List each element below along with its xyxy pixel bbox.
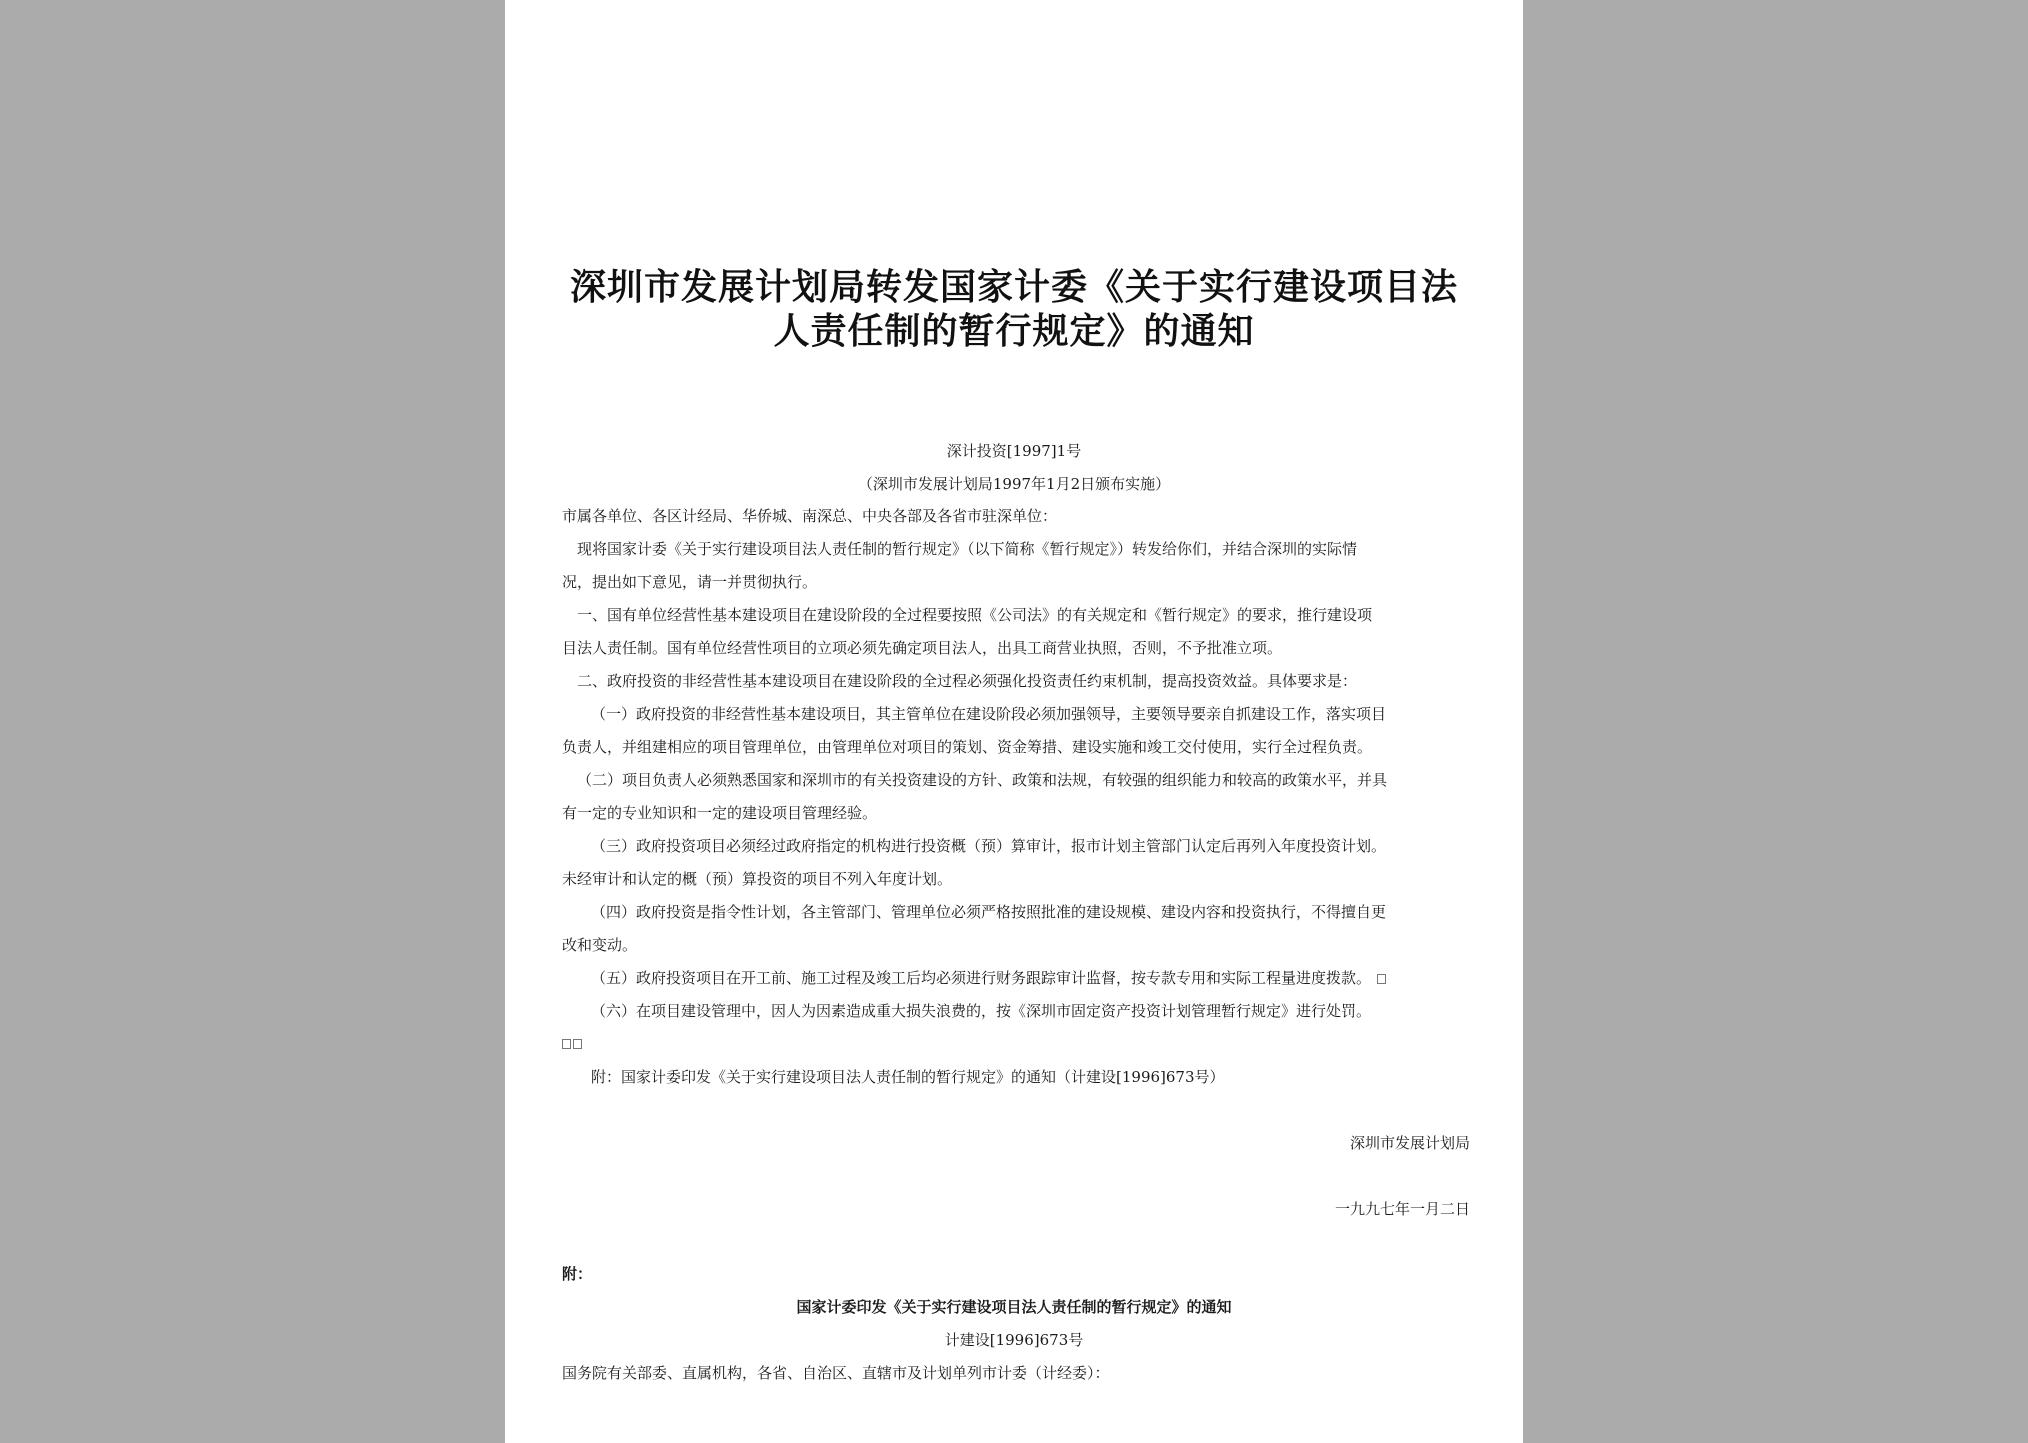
body-line: 一、国有单位经营性基本建设项目在建设阶段的全过程要按照《公司法》的有关规定和《暂行规定》的要求，推行建设项 xyxy=(577,606,1373,624)
addressee: 市属各单位、各区计经局、华侨城、南深总、中央各部及各省市驻深单位： xyxy=(562,507,1058,525)
appendix-title: 国家计委印发《关于实行建设项目法人责任制的暂行规定》的通知 xyxy=(796,1298,1232,1316)
body-line: （一）政府投资的非经营性基本建设项目，其主管单位在建设阶段必须加强领导，主要领导要亲自抓建设工作，落实项目 xyxy=(591,705,1387,723)
appendix-label: 附： xyxy=(562,1265,593,1283)
document-number: 深计投资[1997]1号 xyxy=(946,442,1082,460)
issuer-signature: 深圳市发展计划局 xyxy=(1349,1134,1470,1152)
body-line: 负责人，并组建相应的项目管理单位，由管理单位对项目的策划、资金筹措、建设实施和竣工交付使用，实行全过程负责。 xyxy=(562,738,1373,756)
body-line: 况，提出如下意见，请一并贯彻执行。 xyxy=(562,573,818,591)
body-line-row xyxy=(591,967,1386,989)
document-page xyxy=(505,0,1523,1443)
missing-glyph-icon xyxy=(562,1039,571,1049)
body-line: （二）项目负责人必须熟悉国家和深圳市的有关投资建设的方针、政策和法规，有较强的组织能力和较高的政策水平，并具 xyxy=(577,771,1388,789)
body-line: （三）政府投资项目必须经过政府指定的机构进行投资概（预）算审计，报市计划主管部门认定后再列入年度投资计划。 xyxy=(591,837,1387,855)
issue-note: （深圳市发展计划局1997年1月2日颁布实施） xyxy=(857,475,1171,493)
body-line: 改和变动。 xyxy=(562,936,638,954)
document-title-line-1: 深圳市发展计划局转发国家计委《关于实行建设项目法 xyxy=(569,267,1458,308)
document-title-line-2: 人责任制的暂行规定》的通知 xyxy=(773,311,1255,352)
body-line: （六）在项目建设管理中，因人为因素造成重大损失浪费的，按《深圳市固定资产投资计划管理暂行规定》进行处罚。 xyxy=(591,1002,1372,1020)
body-line: 二、政府投资的非经营性基本建设项目在建设阶段的全过程必须强化投资责任约束机制，提高投资效益。具体要求是： xyxy=(577,672,1358,690)
body-line: 现将国家计委《关于实行建设项目法人责任制的暂行规定》（以下简称《暂行规定》）转发给你们，并结合深圳的实际情 xyxy=(577,540,1358,558)
missing-glyph-icon xyxy=(573,1039,582,1049)
appendix-addressee: 国务院有关部委、直属机构，各省、自治区、直辖市及计划单列市计委（计经委）： xyxy=(562,1364,1110,1382)
body-line: （四）政府投资是指令性计划，各主管部门、管理单位必须严格按照批准的建设规模、建设内容和投资执行，不得擅自更 xyxy=(591,903,1387,921)
appendix-number: 计建设[1996]673号 xyxy=(944,1331,1084,1349)
attachment-reference: 附：国家计委印发《关于实行建设项目法人责任制的暂行规定》的通知（计建设[1996]673号） xyxy=(591,1068,1225,1086)
body-line: 未经审计和认定的概（预）算投资的项目不列入年度计划。 xyxy=(562,870,953,888)
issue-date: 一九九七年一月二日 xyxy=(1334,1200,1470,1218)
missing-glyph-group xyxy=(562,1039,582,1049)
body-line: 有一定的专业知识和一定的建设项目管理经验。 xyxy=(562,804,878,822)
missing-glyph-icon xyxy=(1377,974,1386,984)
body-line: （五）政府投资项目在开工前、施工过程及竣工后均必须进行财务跟踪审计监督，按专款专用和实际工程量进度拨款。 xyxy=(591,969,1372,987)
body-line: 目法人责任制。国有单位经营性项目的立项必须先确定项目法人，出具工商营业执照，否则，不予批准立项。 xyxy=(562,639,1283,657)
